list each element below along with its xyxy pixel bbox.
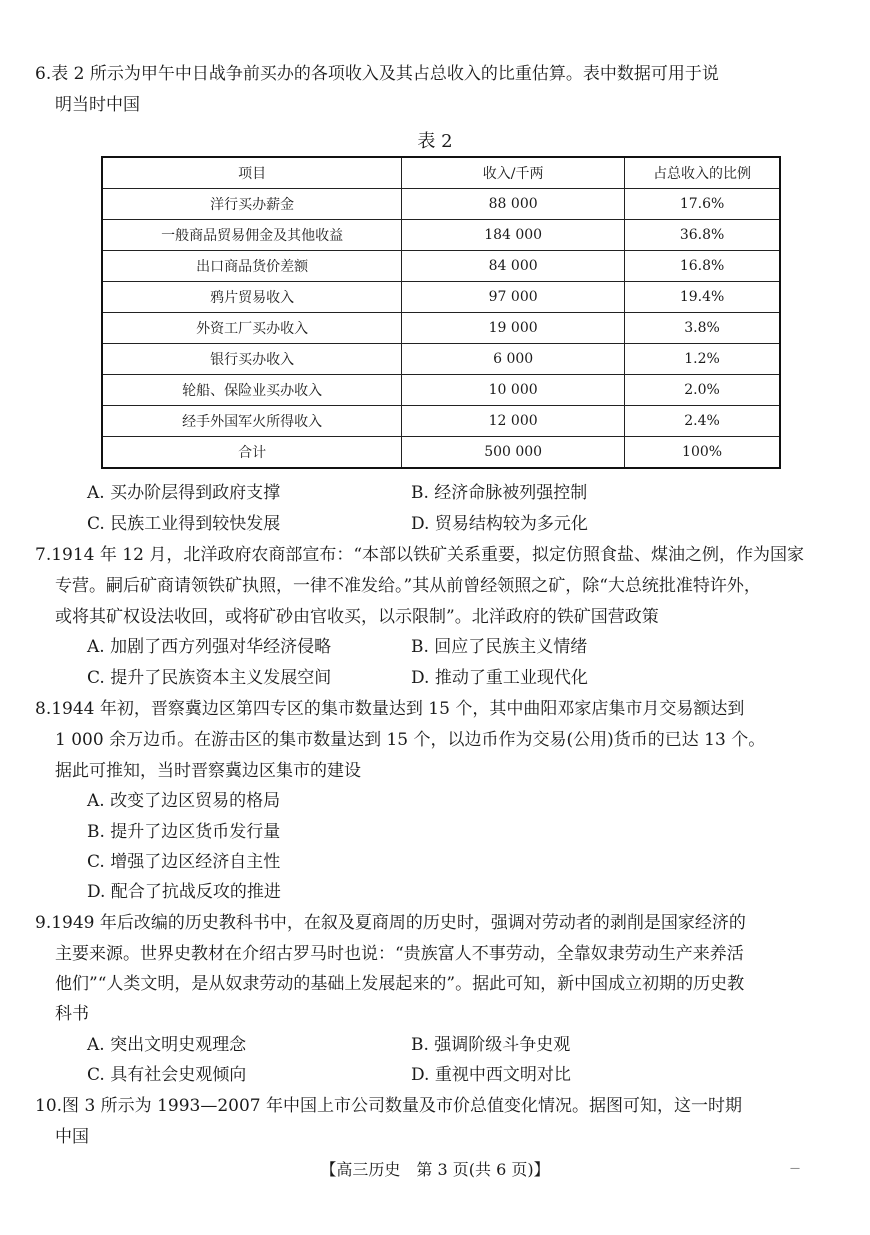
table-cell: 88 000 bbox=[402, 189, 625, 220]
table-cell: 银行买办收入 bbox=[102, 344, 402, 375]
table-row bbox=[102, 220, 780, 251]
q6-stem-line1: 6.表 2 所示为甲午中日战争前买办的各项收入及其占总收入的比重估算。表中数据可用于说 bbox=[35, 64, 719, 84]
q9-stem-line2: 主要来源。世界史教材在介绍古罗马时也说：“贵族富人不事劳动，全靠奴隶劳动生产来养活 bbox=[55, 944, 744, 964]
table-total-row bbox=[102, 437, 780, 469]
q8-stem-line1: 8.1944 年初，晋察冀边区第四专区的集市数量达到 15 个，其中曲阳邓家店集市月交易额达到 bbox=[35, 699, 745, 719]
table-row bbox=[102, 282, 780, 313]
q7-stem-line3: 或将其矿权设法收回，或将矿砂由官收买，以示限制”。北洋政府的铁矿国营政策 bbox=[55, 607, 659, 627]
table-row bbox=[102, 344, 780, 375]
table-cell: 184 000 bbox=[402, 220, 625, 251]
table-row bbox=[102, 375, 780, 406]
q10-stem-line1: 10.图 3 所示为 1993—2007 年中国上市公司数量及市价总值变化情况。据图可知，这一时期 bbox=[35, 1096, 742, 1116]
table-cell: 17.6% bbox=[625, 189, 780, 220]
q7-stem-line1: 7.1914 年 12 月，北洋政府农商部宣布：“本部以铁矿关系重要，拟定仿照食盐、煤油之例，作为国家 bbox=[35, 545, 805, 565]
table-cell: 10 000 bbox=[402, 375, 625, 406]
footer-mark: — bbox=[790, 1163, 800, 1174]
q6-option-d: D. 贸易结构较为多元化 bbox=[411, 514, 588, 534]
table-cell: 84 000 bbox=[402, 251, 625, 282]
table-cell: 经手外国军火所得收入 bbox=[102, 406, 402, 437]
table-cell: 2.0% bbox=[625, 375, 780, 406]
page-footer: 【高三历史 第 3 页(共 6 页)】 bbox=[320, 1160, 550, 1179]
table-cell: 合计 bbox=[102, 437, 402, 469]
table-cell: 16.8% bbox=[625, 251, 780, 282]
table-row bbox=[102, 189, 780, 220]
q8-option-c: C. 增强了边区经济自主性 bbox=[87, 852, 281, 872]
table-cell: 2.4% bbox=[625, 406, 780, 437]
q8-option-b: B. 提升了边区货币发行量 bbox=[87, 822, 281, 842]
q9-option-c: C. 具有社会史观倾向 bbox=[87, 1065, 247, 1085]
q8-stem-line3: 据此可推知，当时晋察冀边区集市的建设 bbox=[55, 761, 361, 781]
table-cell: 1.2% bbox=[625, 344, 780, 375]
q8-stem-line2: 1 000 余万边币。在游击区的集市数量达到 15 个，以边币作为交易(公用)货币的已达 13 个。 bbox=[55, 730, 766, 750]
q6-stem-line2: 明当时中国 bbox=[55, 95, 140, 115]
table-cell: 外资工厂买办收入 bbox=[102, 313, 402, 344]
table-cell: 6 000 bbox=[402, 344, 625, 375]
table-row bbox=[102, 406, 780, 437]
q6-option-a: A. 买办阶层得到政府支撑 bbox=[87, 483, 281, 503]
table-header-income: 收入/千两 bbox=[402, 157, 625, 189]
q7-option-d: D. 推动了重工业现代化 bbox=[411, 668, 588, 688]
table-cell: 一般商品贸易佣金及其他收益 bbox=[102, 220, 402, 251]
q7-option-b: B. 回应了民族主义情绪 bbox=[411, 637, 588, 657]
q8-option-a: A. 改变了边区贸易的格局 bbox=[87, 791, 281, 811]
table-row bbox=[102, 313, 780, 344]
table-cell: 97 000 bbox=[402, 282, 625, 313]
table-cell: 36.8% bbox=[625, 220, 780, 251]
q9-option-a: A. 突出文明史观理念 bbox=[87, 1035, 247, 1055]
q7-stem-line2: 专营。嗣后矿商请领铁矿执照，一律不准发给。”其从前曾经领照之矿，除“大总统批准特许外， bbox=[55, 576, 761, 596]
q6-option-b: B. 经济命脉被列强控制 bbox=[411, 483, 588, 503]
table-cell: 3.8% bbox=[625, 313, 780, 344]
q9-option-b: B. 强调阶级斗争史观 bbox=[411, 1035, 571, 1055]
q9-option-d: D. 重视中西文明对比 bbox=[411, 1065, 571, 1085]
table-cell: 100% bbox=[625, 437, 780, 469]
q9-stem-line4: 科书 bbox=[55, 1004, 89, 1024]
q8-option-d: D. 配合了抗战反攻的推进 bbox=[87, 882, 281, 902]
table-row bbox=[102, 251, 780, 282]
table-cell: 鸦片贸易收入 bbox=[102, 282, 402, 313]
table-cell: 洋行买办薪金 bbox=[102, 189, 402, 220]
q10-stem-line2: 中国 bbox=[55, 1127, 89, 1147]
q7-option-c: C. 提升了民族资本主义发展空间 bbox=[87, 668, 332, 688]
table-cell: 出口商品货价差额 bbox=[102, 251, 402, 282]
q7-option-a: A. 加剧了西方列强对华经济侵略 bbox=[87, 637, 332, 657]
table-cell: 19.4% bbox=[625, 282, 780, 313]
table-header-row bbox=[102, 157, 780, 189]
table-cell: 轮船、保险业买办收入 bbox=[102, 375, 402, 406]
table-cell: 500 000 bbox=[402, 437, 625, 469]
q6-option-c: C. 民族工业得到较快发展 bbox=[87, 514, 281, 534]
q9-stem-line3: 他们”“人类文明，是从奴隶劳动的基础上发展起来的”。据此可知，新中国成立初期的历史教 bbox=[55, 974, 745, 994]
q9-stem-line1: 9.1949 年后改编的历史教科书中，在叙及夏商周的历史时，强调对劳动者的剥削是国家经济的 bbox=[35, 913, 746, 933]
table-cell: 19 000 bbox=[402, 313, 625, 344]
table-header-ratio: 占总收入的比例 bbox=[625, 157, 780, 189]
income-table bbox=[101, 156, 781, 469]
table-cell: 12 000 bbox=[402, 406, 625, 437]
table-caption: 表 2 bbox=[417, 131, 453, 152]
table-header-item: 项目 bbox=[102, 157, 402, 189]
